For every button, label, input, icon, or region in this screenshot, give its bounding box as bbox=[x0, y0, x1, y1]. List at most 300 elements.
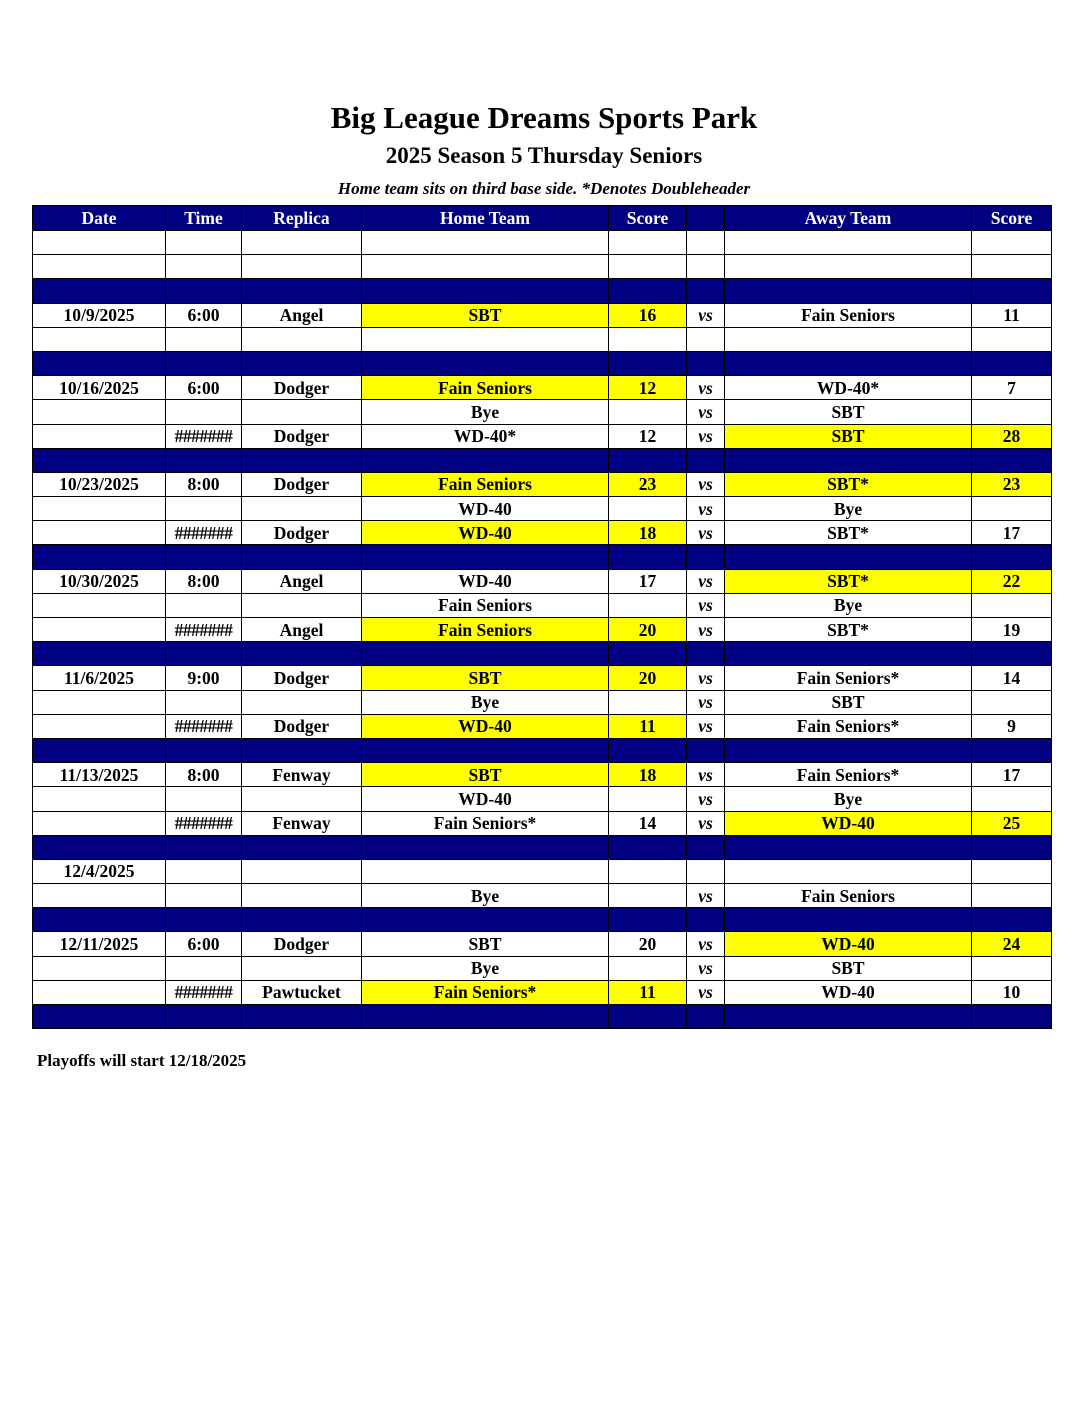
away-team-cell: SBT* bbox=[725, 618, 972, 642]
date-cell bbox=[33, 835, 166, 859]
home-team-cell bbox=[362, 545, 609, 569]
time-cell: ####### bbox=[166, 424, 242, 448]
table-row bbox=[33, 763, 1052, 787]
home-team-cell: Fain Seniors bbox=[362, 472, 609, 496]
replica-cell bbox=[242, 497, 362, 521]
time-cell bbox=[166, 835, 242, 859]
time-cell bbox=[166, 787, 242, 811]
away-team-cell: SBT* bbox=[725, 472, 972, 496]
date-cell bbox=[33, 618, 166, 642]
home-score-cell bbox=[609, 884, 687, 908]
home-team-cell: WD-40 bbox=[362, 787, 609, 811]
vs-cell: vs bbox=[687, 690, 725, 714]
table-row bbox=[33, 569, 1052, 593]
home-score-cell bbox=[609, 859, 687, 883]
time-cell bbox=[166, 884, 242, 908]
away-team-cell bbox=[725, 738, 972, 762]
away-team-cell: Fain Seniors bbox=[725, 303, 972, 327]
time-cell: 9:00 bbox=[166, 666, 242, 690]
replica-cell bbox=[242, 231, 362, 255]
replica-cell bbox=[242, 690, 362, 714]
separator-row bbox=[33, 738, 1052, 762]
home-team-cell: Fain Seniors bbox=[362, 376, 609, 400]
replica-cell bbox=[242, 859, 362, 883]
table-row bbox=[33, 376, 1052, 400]
home-score-cell bbox=[609, 738, 687, 762]
home-score-cell bbox=[609, 908, 687, 932]
away-score-cell bbox=[972, 279, 1052, 303]
date-cell: 12/4/2025 bbox=[33, 859, 166, 883]
replica-cell bbox=[242, 327, 362, 351]
vs-cell: vs bbox=[687, 618, 725, 642]
away-team-cell: WD-40 bbox=[725, 932, 972, 956]
vs-cell: vs bbox=[687, 714, 725, 738]
home-team-cell: Bye bbox=[362, 956, 609, 980]
time-cell bbox=[166, 448, 242, 472]
separator-row bbox=[33, 279, 1052, 303]
col-header-home-score: Score bbox=[609, 206, 687, 231]
table-header-row bbox=[33, 206, 1052, 231]
date-cell bbox=[33, 884, 166, 908]
blank-row bbox=[33, 231, 1052, 255]
away-score-cell: 28 bbox=[972, 424, 1052, 448]
away-score-cell: 11 bbox=[972, 303, 1052, 327]
away-score-cell bbox=[972, 642, 1052, 666]
away-score-cell: 17 bbox=[972, 521, 1052, 545]
replica-cell: Dodger bbox=[242, 521, 362, 545]
away-score-cell: 14 bbox=[972, 666, 1052, 690]
time-cell bbox=[166, 642, 242, 666]
time-cell bbox=[166, 279, 242, 303]
home-score-cell bbox=[609, 835, 687, 859]
home-team-cell bbox=[362, 351, 609, 375]
time-cell bbox=[166, 231, 242, 255]
home-team-cell bbox=[362, 642, 609, 666]
vs-cell: vs bbox=[687, 787, 725, 811]
away-score-cell: 23 bbox=[972, 472, 1052, 496]
vs-cell bbox=[687, 448, 725, 472]
replica-cell bbox=[242, 545, 362, 569]
away-team-cell: SBT* bbox=[725, 569, 972, 593]
home-team-cell: SBT bbox=[362, 666, 609, 690]
home-team-cell bbox=[362, 327, 609, 351]
date-cell: 10/9/2025 bbox=[33, 303, 166, 327]
away-team-cell bbox=[725, 351, 972, 375]
replica-cell: Pawtucket bbox=[242, 980, 362, 1004]
replica-cell bbox=[242, 956, 362, 980]
date-cell bbox=[33, 1005, 166, 1029]
away-team-cell: Bye bbox=[725, 787, 972, 811]
home-team-cell bbox=[362, 1005, 609, 1029]
replica-cell bbox=[242, 908, 362, 932]
time-cell: 8:00 bbox=[166, 569, 242, 593]
vs-cell: vs bbox=[687, 376, 725, 400]
table-row bbox=[33, 787, 1052, 811]
table-row bbox=[33, 859, 1052, 883]
page-title: Big League Dreams Sports Park bbox=[330, 100, 758, 135]
time-cell: ####### bbox=[166, 521, 242, 545]
away-score-cell bbox=[972, 448, 1052, 472]
home-team-cell: SBT bbox=[362, 763, 609, 787]
away-team-cell: SBT bbox=[725, 400, 972, 424]
away-score-cell bbox=[972, 327, 1052, 351]
time-cell bbox=[166, 1005, 242, 1029]
away-score-cell: 19 bbox=[972, 618, 1052, 642]
away-team-cell bbox=[725, 327, 972, 351]
time-cell bbox=[166, 956, 242, 980]
away-score-cell bbox=[972, 1005, 1052, 1029]
away-score-cell: 24 bbox=[972, 932, 1052, 956]
date-cell bbox=[33, 714, 166, 738]
away-team-cell: WD-40 bbox=[725, 811, 972, 835]
home-score-cell: 18 bbox=[609, 763, 687, 787]
replica-cell bbox=[242, 787, 362, 811]
home-score-cell bbox=[609, 448, 687, 472]
vs-cell: vs bbox=[687, 932, 725, 956]
date-cell: 11/6/2025 bbox=[33, 666, 166, 690]
away-score-cell bbox=[972, 231, 1052, 255]
replica-cell bbox=[242, 1005, 362, 1029]
replica-cell: Fenway bbox=[242, 763, 362, 787]
away-score-cell: 22 bbox=[972, 569, 1052, 593]
home-score-cell: 18 bbox=[609, 521, 687, 545]
away-team-cell: Fain Seniors bbox=[725, 884, 972, 908]
home-score-cell: 12 bbox=[609, 424, 687, 448]
replica-cell bbox=[242, 884, 362, 908]
replica-cell bbox=[242, 448, 362, 472]
away-team-cell: SBT bbox=[725, 956, 972, 980]
home-score-cell bbox=[609, 690, 687, 714]
separator-row bbox=[33, 351, 1052, 375]
date-cell bbox=[33, 642, 166, 666]
away-team-cell: Fain Seniors* bbox=[725, 714, 972, 738]
home-score-cell: 11 bbox=[609, 980, 687, 1004]
home-team-cell: WD-40 bbox=[362, 497, 609, 521]
date-cell bbox=[33, 956, 166, 980]
home-team-cell: WD-40 bbox=[362, 714, 609, 738]
table-row bbox=[33, 980, 1052, 1004]
date-cell bbox=[33, 908, 166, 932]
date-cell bbox=[33, 738, 166, 762]
table-row bbox=[33, 714, 1052, 738]
home-score-cell bbox=[609, 231, 687, 255]
home-score-cell: 20 bbox=[609, 666, 687, 690]
home-team-cell bbox=[362, 255, 609, 279]
playoffs-note: Playoffs will start 12/18/2025 bbox=[37, 1051, 247, 1070]
time-cell: 6:00 bbox=[166, 376, 242, 400]
home-score-cell bbox=[609, 279, 687, 303]
date-cell bbox=[33, 980, 166, 1004]
time-cell bbox=[166, 497, 242, 521]
vs-cell: vs bbox=[687, 666, 725, 690]
replica-cell: Dodger bbox=[242, 666, 362, 690]
table-row bbox=[33, 472, 1052, 496]
time-cell bbox=[166, 690, 242, 714]
home-team-cell: Fain Seniors bbox=[362, 618, 609, 642]
col-header-away-score: Score bbox=[972, 206, 1052, 231]
date-cell bbox=[33, 593, 166, 617]
vs-cell: vs bbox=[687, 884, 725, 908]
date-cell: 10/16/2025 bbox=[33, 376, 166, 400]
vs-cell: vs bbox=[687, 593, 725, 617]
home-team-cell: Bye bbox=[362, 884, 609, 908]
schedule-note: Home team sits on third base side. *Denotes Doubleheader bbox=[337, 179, 751, 198]
vs-cell: vs bbox=[687, 303, 725, 327]
col-header-vs bbox=[687, 206, 725, 231]
table-row bbox=[33, 884, 1052, 908]
home-team-cell: Fain Seniors* bbox=[362, 980, 609, 1004]
date-cell bbox=[33, 545, 166, 569]
table-row bbox=[33, 956, 1052, 980]
vs-cell: vs bbox=[687, 811, 725, 835]
away-team-cell: SBT bbox=[725, 690, 972, 714]
replica-cell: Dodger bbox=[242, 932, 362, 956]
time-cell bbox=[166, 351, 242, 375]
home-score-cell bbox=[609, 255, 687, 279]
col-header-away-team: Away Team bbox=[725, 206, 972, 231]
date-cell bbox=[33, 448, 166, 472]
time-cell bbox=[166, 327, 242, 351]
vs-cell bbox=[687, 908, 725, 932]
time-cell: ####### bbox=[166, 618, 242, 642]
home-team-cell: WD-40 bbox=[362, 521, 609, 545]
date-cell bbox=[33, 279, 166, 303]
vs-cell bbox=[687, 327, 725, 351]
home-score-cell bbox=[609, 327, 687, 351]
date-cell bbox=[33, 327, 166, 351]
vs-cell: vs bbox=[687, 472, 725, 496]
separator-row bbox=[33, 1005, 1052, 1029]
home-team-cell bbox=[362, 738, 609, 762]
home-score-cell bbox=[609, 787, 687, 811]
home-team-cell: SBT bbox=[362, 932, 609, 956]
home-score-cell: 23 bbox=[609, 472, 687, 496]
away-team-cell bbox=[725, 255, 972, 279]
home-team-cell: WD-40* bbox=[362, 424, 609, 448]
separator-row bbox=[33, 908, 1052, 932]
replica-cell: Dodger bbox=[242, 472, 362, 496]
home-team-cell: Bye bbox=[362, 400, 609, 424]
away-team-cell bbox=[725, 1005, 972, 1029]
vs-cell: vs bbox=[687, 763, 725, 787]
home-team-cell bbox=[362, 231, 609, 255]
separator-row bbox=[33, 448, 1052, 472]
replica-cell bbox=[242, 279, 362, 303]
home-team-cell bbox=[362, 859, 609, 883]
vs-cell bbox=[687, 1005, 725, 1029]
table-row bbox=[33, 811, 1052, 835]
home-score-cell bbox=[609, 1005, 687, 1029]
away-team-cell: SBT bbox=[725, 424, 972, 448]
away-team-cell bbox=[725, 448, 972, 472]
time-cell: 8:00 bbox=[166, 763, 242, 787]
vs-cell: vs bbox=[687, 521, 725, 545]
schedule-body bbox=[33, 231, 1052, 1029]
separator-row bbox=[33, 835, 1052, 859]
table-row bbox=[33, 497, 1052, 521]
away-team-cell: WD-40 bbox=[725, 980, 972, 1004]
table-row bbox=[33, 932, 1052, 956]
table-row bbox=[33, 400, 1052, 424]
table-row bbox=[33, 666, 1052, 690]
away-score-cell: 25 bbox=[972, 811, 1052, 835]
away-team-cell bbox=[725, 908, 972, 932]
vs-cell: vs bbox=[687, 956, 725, 980]
date-cell bbox=[33, 400, 166, 424]
away-score-cell bbox=[972, 956, 1052, 980]
time-cell bbox=[166, 859, 242, 883]
home-score-cell bbox=[609, 351, 687, 375]
away-score-cell bbox=[972, 738, 1052, 762]
away-team-cell bbox=[725, 859, 972, 883]
away-score-cell: 9 bbox=[972, 714, 1052, 738]
date-cell bbox=[33, 811, 166, 835]
home-team-cell bbox=[362, 835, 609, 859]
away-team-cell bbox=[725, 642, 972, 666]
replica-cell: Dodger bbox=[242, 714, 362, 738]
table-row bbox=[33, 690, 1052, 714]
date-cell bbox=[33, 255, 166, 279]
away-team-cell bbox=[725, 279, 972, 303]
vs-cell bbox=[687, 545, 725, 569]
date-cell bbox=[33, 351, 166, 375]
home-team-cell bbox=[362, 448, 609, 472]
replica-cell: Fenway bbox=[242, 811, 362, 835]
table-row bbox=[33, 303, 1052, 327]
time-cell: ####### bbox=[166, 980, 242, 1004]
replica-cell: Angel bbox=[242, 569, 362, 593]
table-row bbox=[33, 593, 1052, 617]
time-cell bbox=[166, 593, 242, 617]
replica-cell: Angel bbox=[242, 618, 362, 642]
away-team-cell: Fain Seniors* bbox=[725, 763, 972, 787]
away-score-cell bbox=[972, 859, 1052, 883]
replica-cell: Dodger bbox=[242, 376, 362, 400]
away-score-cell bbox=[972, 497, 1052, 521]
away-score-cell bbox=[972, 884, 1052, 908]
away-score-cell bbox=[972, 593, 1052, 617]
away-team-cell: SBT* bbox=[725, 521, 972, 545]
home-score-cell: 20 bbox=[609, 932, 687, 956]
replica-cell bbox=[242, 642, 362, 666]
away-team-cell bbox=[725, 231, 972, 255]
date-cell bbox=[33, 690, 166, 714]
date-cell bbox=[33, 231, 166, 255]
replica-cell: Dodger bbox=[242, 424, 362, 448]
table-row bbox=[33, 521, 1052, 545]
home-team-cell bbox=[362, 279, 609, 303]
home-team-cell: Fain Seniors* bbox=[362, 811, 609, 835]
schedule-table bbox=[32, 205, 1052, 1029]
replica-cell bbox=[242, 255, 362, 279]
away-score-cell bbox=[972, 835, 1052, 859]
time-cell: ####### bbox=[166, 811, 242, 835]
separator-row bbox=[33, 545, 1052, 569]
col-header-date: Date bbox=[33, 206, 166, 231]
away-score-cell bbox=[972, 690, 1052, 714]
date-cell bbox=[33, 521, 166, 545]
date-cell bbox=[33, 787, 166, 811]
away-score-cell bbox=[972, 545, 1052, 569]
home-score-cell: 20 bbox=[609, 618, 687, 642]
date-cell: 10/23/2025 bbox=[33, 472, 166, 496]
away-score-cell: 7 bbox=[972, 376, 1052, 400]
replica-cell: Angel bbox=[242, 303, 362, 327]
home-team-cell bbox=[362, 908, 609, 932]
vs-cell: vs bbox=[687, 980, 725, 1004]
table-row bbox=[33, 618, 1052, 642]
home-score-cell bbox=[609, 642, 687, 666]
time-cell: 8:00 bbox=[166, 472, 242, 496]
home-score-cell: 16 bbox=[609, 303, 687, 327]
vs-cell: vs bbox=[687, 569, 725, 593]
away-score-cell: 10 bbox=[972, 980, 1052, 1004]
replica-cell bbox=[242, 351, 362, 375]
home-score-cell: 12 bbox=[609, 376, 687, 400]
home-score-cell bbox=[609, 400, 687, 424]
replica-cell bbox=[242, 400, 362, 424]
time-cell: 6:00 bbox=[166, 932, 242, 956]
vs-cell bbox=[687, 738, 725, 762]
vs-cell: vs bbox=[687, 424, 725, 448]
home-score-cell bbox=[609, 956, 687, 980]
away-team-cell: Fain Seniors* bbox=[725, 666, 972, 690]
date-cell: 10/30/2025 bbox=[33, 569, 166, 593]
col-header-time: Time bbox=[166, 206, 242, 231]
time-cell: ####### bbox=[166, 714, 242, 738]
vs-cell bbox=[687, 231, 725, 255]
home-score-cell: 17 bbox=[609, 569, 687, 593]
time-cell bbox=[166, 255, 242, 279]
vs-cell: vs bbox=[687, 400, 725, 424]
away-team-cell: Bye bbox=[725, 497, 972, 521]
away-score-cell bbox=[972, 400, 1052, 424]
date-cell: 11/13/2025 bbox=[33, 763, 166, 787]
vs-cell bbox=[687, 859, 725, 883]
home-team-cell: Fain Seniors bbox=[362, 593, 609, 617]
col-header-home-team: Home Team bbox=[362, 206, 609, 231]
table-row bbox=[33, 424, 1052, 448]
blank-row bbox=[33, 255, 1052, 279]
vs-cell bbox=[687, 255, 725, 279]
away-score-cell bbox=[972, 351, 1052, 375]
replica-cell bbox=[242, 738, 362, 762]
time-cell bbox=[166, 738, 242, 762]
vs-cell bbox=[687, 835, 725, 859]
time-cell bbox=[166, 400, 242, 424]
replica-cell bbox=[242, 593, 362, 617]
time-cell bbox=[166, 908, 242, 932]
away-team-cell bbox=[725, 545, 972, 569]
home-team-cell: WD-40 bbox=[362, 569, 609, 593]
home-team-cell: SBT bbox=[362, 303, 609, 327]
away-score-cell bbox=[972, 255, 1052, 279]
home-score-cell bbox=[609, 545, 687, 569]
away-score-cell: 17 bbox=[972, 763, 1052, 787]
vs-cell: vs bbox=[687, 497, 725, 521]
separator-row bbox=[33, 642, 1052, 666]
time-cell: 6:00 bbox=[166, 303, 242, 327]
away-team-cell bbox=[725, 835, 972, 859]
date-cell bbox=[33, 497, 166, 521]
time-cell bbox=[166, 545, 242, 569]
away-score-cell bbox=[972, 787, 1052, 811]
vs-cell bbox=[687, 279, 725, 303]
date-cell: 12/11/2025 bbox=[33, 932, 166, 956]
col-header-replica: Replica bbox=[242, 206, 362, 231]
replica-cell bbox=[242, 835, 362, 859]
home-score-cell: 11 bbox=[609, 714, 687, 738]
